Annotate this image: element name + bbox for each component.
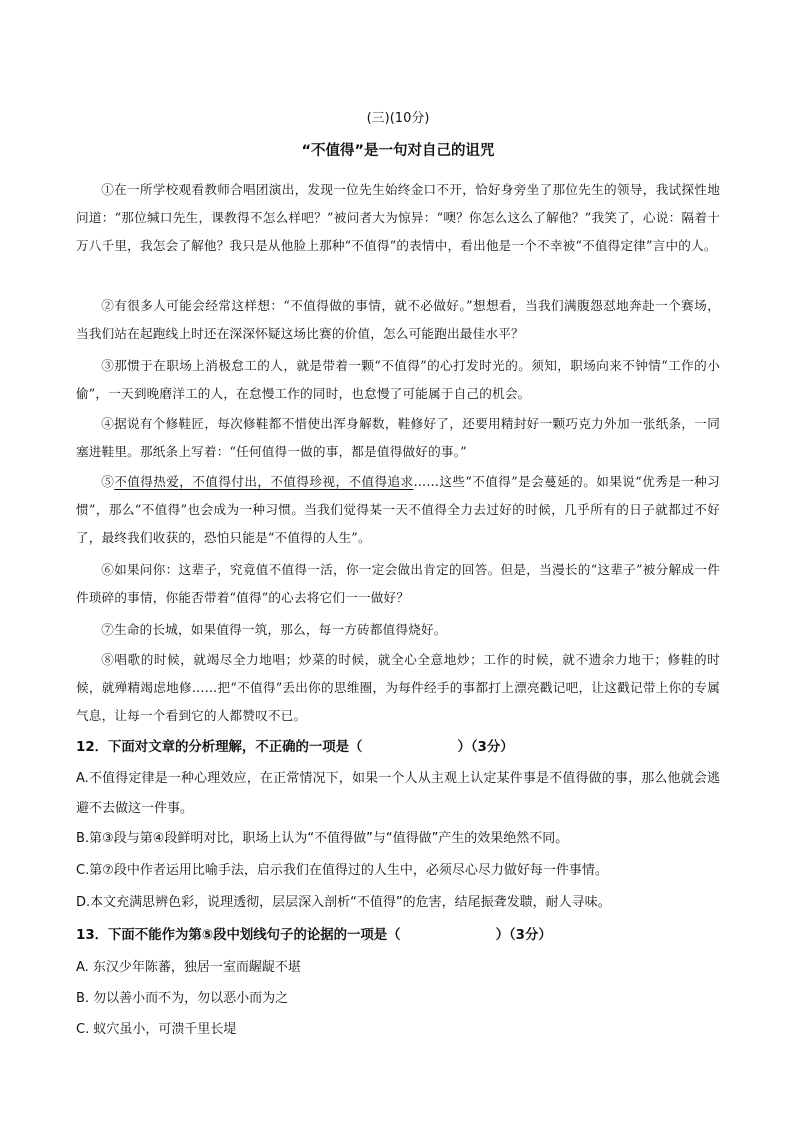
option-12-c: C.第⑦段中作者运用比喻手法，启示我们在值得过的人生中，必须尽心尽力做好每一件事情。 [76,863,608,878]
paragraph-5 [76,468,720,552]
section-label: (三)(10分) [366,111,430,126]
question-13-stem [76,922,720,950]
question-12-stem [76,734,720,762]
question-13-score: ）（3分） [495,928,552,943]
option-12-a: A.不值得定律是一种心理效应，在正常情况下，如果一个人从主观上认定某件事是不值得做的事，那么他就会逃避不去做这一件事。 [76,771,720,816]
paragraph-8: ⑧唱歌的时候，就竭尽全力地唱；炒菜的时候，就全心全意地炒；工作的时候，就不遗余力地干；修鞋的时候，就殚精竭虑地修……把“不值得”丢出你的思维圈，为每件经手的事都打上漂亮戳记吧，让这戳记带上你的专属气息，让每一个看到它的人都赞叹不已。 [76,652,720,723]
underlined-sentence: 不值得热爱，不值得付出，不值得珍视，不值得追求 [114,474,414,489]
option-13-a: A. 东汉少年陈蕃，独居一室而龌龊不堪 [76,960,301,975]
question-13-text: 13．下面不能作为第⑤段中划线句子的论据的一项是（ [76,928,401,943]
option-13-b: B. 勿以善小而不为，勿以恶小而为之 [76,991,289,1006]
option-12-b: B.第③段与第④段鲜明对比，职场上认为“不值得做”与“值得做”产生的效果绝然不同。 [76,831,569,846]
question-12-text: 12．下面对文章的分析理解，不正确的一项是（ [76,740,363,755]
paragraph-5-rest: ……这些“不值得”是会蔓延的。如果说“优秀是一种习惯”，那么“不值得”也会成为一种习惯。当我们觉得某一天不值得全力去过好的时候，几乎所有的日子就都过不好了，最终我们收获的，恐怕只能是“不值得的人生”。 [76,474,720,545]
paragraph-1: ①在一所学校观看教师合唱团演出，发现一位先生始终金口不开，恰好身旁坐了那位先生的领导，我试探性地问道：“那位缄口先生，课教得不怎么样吧？”被问者大为惊异：“噢？你怎么这么了解他？”我笑了，心说：隔着十万八千里，我怎会了解他？我只是从他脸上那种“不值得”的表情中，看出他是一个不幸被“不值得定律”言中的人。 [76,182,720,253]
paragraph-3: ③那惯于在职场上消极怠工的人，就是带着一颗“不值得”的心打发时光的。须知，职场向来不钟情“工作的小偷”，一天到晚磨洋工的人，在怠慢工作的同时，也怠慢了可能属于自己的机会。 [76,358,720,401]
article-title: “不值得”是一句对自己的诅咒 [301,143,495,159]
paragraph-4: ④据说有个修鞋匠，每次修鞋都不惜使出浑身解数，鞋修好了，还要用精封好一颗巧克力外加一张纸条，一同塞进鞋里。那纸条上写着：“任何值得一做的事，都是值得做好的事。” [76,416,720,459]
option-13-c: C. 蚁穴虽小，可溃千里长堤 [76,1022,237,1037]
paragraph-7: ⑦生命的长城，如果值得一筑，那么，每一方砖都值得烧好。 [101,622,447,637]
question-12-score: ）（3分） [457,740,514,755]
paragraph-6: ⑥如果问你：这辈子，究竟值不值得一活，你一定会做出肯定的回答。但是，当漫长的“这辈子”被分解成一件件琐碎的事情，你能否带着“值得”的心去将它们一一做好？ [76,562,720,605]
paragraph-5-prefix: ⑤ [101,474,115,489]
option-12-d: D.本文充满思辨色彩，说理透彻，层层深入剖析“不值得”的危害，结尾振聋发聩，耐人寻味。 [76,895,611,910]
paragraph-2: ②有很多人可能会经常这样想：“不值得做的事情，就不必做好。”想想看，当我们满腹怨怼地奔赴一个赛场，当我们站在起跑线上时还在深深怀疑这场比赛的价值，怎么可能跑出最佳水平？ [76,298,720,341]
